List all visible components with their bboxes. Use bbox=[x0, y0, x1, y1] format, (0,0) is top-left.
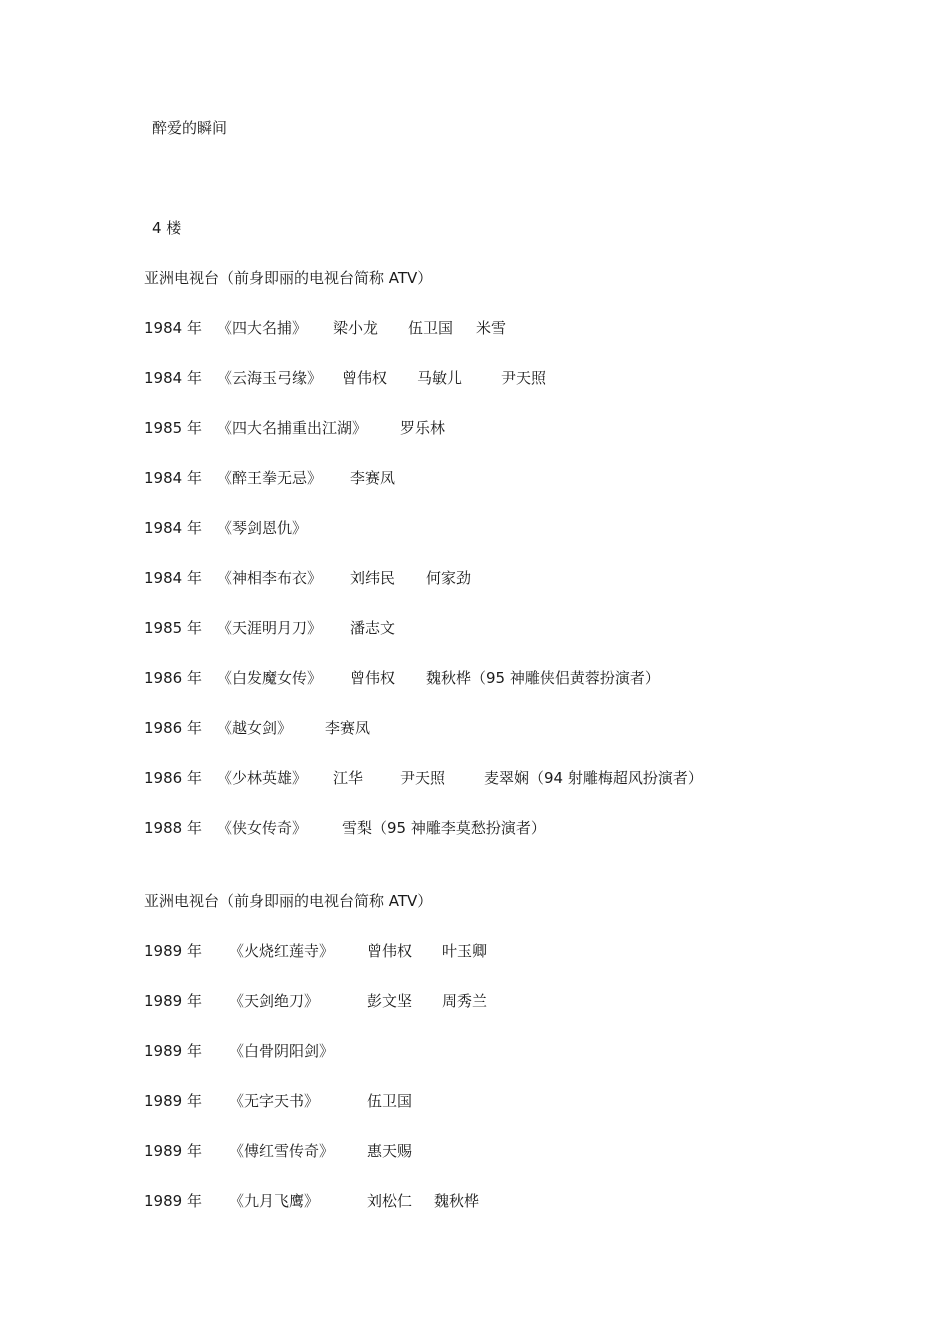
year: 1986 年 bbox=[144, 769, 202, 787]
year: 1986 年 bbox=[144, 719, 202, 737]
cast-member: 何家劲 bbox=[426, 569, 472, 587]
list-item bbox=[144, 718, 844, 738]
year: 1989 年 bbox=[144, 1142, 202, 1160]
cast-member: 彭文坚 bbox=[367, 992, 413, 1010]
year: 1984 年 bbox=[144, 469, 202, 487]
drama-title: 《九月飞鹰》 bbox=[229, 1192, 320, 1210]
list-item bbox=[144, 618, 844, 638]
section-heading: 亚洲电视台（前身即丽的电视台简称 ATV） bbox=[144, 269, 433, 287]
cast-member: 尹天照 bbox=[501, 369, 547, 387]
year: 1989 年 bbox=[144, 1042, 202, 1060]
list-item bbox=[144, 668, 844, 688]
cast-member: 伍卫国 bbox=[408, 319, 454, 337]
cast-member: 麦翠娴（94 射雕梅超风扮演者） bbox=[484, 769, 703, 787]
cast-member: 魏秋桦（95 神雕侠侣黄蓉扮演者） bbox=[426, 669, 660, 687]
cast-member: 李赛凤 bbox=[325, 719, 371, 737]
drama-title: 《火烧红莲寺》 bbox=[229, 942, 335, 960]
list-item bbox=[144, 1041, 844, 1061]
drama-title: 《傅红雪传奇》 bbox=[229, 1142, 335, 1160]
list-item bbox=[144, 1191, 844, 1211]
cast-member: 罗乐林 bbox=[400, 419, 446, 437]
cast-member: 魏秋桦 bbox=[434, 1192, 480, 1210]
list-item bbox=[144, 1141, 844, 1161]
year: 1988 年 bbox=[144, 819, 202, 837]
list-item bbox=[144, 1091, 844, 1111]
author-name: 醉爱的瞬间 bbox=[152, 119, 228, 137]
cast-member: 李赛凤 bbox=[350, 469, 396, 487]
drama-title: 《琴剑恩仇》 bbox=[217, 519, 308, 537]
year: 1989 年 bbox=[144, 942, 202, 960]
drama-title: 《越女剑》 bbox=[217, 719, 293, 737]
drama-title: 《天剑绝刀》 bbox=[229, 992, 320, 1010]
cast-member: 刘松仁 bbox=[367, 1192, 413, 1210]
list-item bbox=[144, 468, 844, 488]
list-item bbox=[144, 818, 844, 838]
drama-title: 《云海玉弓缘》 bbox=[217, 369, 323, 387]
floor-label: 4 楼 bbox=[152, 219, 182, 237]
drama-title: 《神相李布衣》 bbox=[217, 569, 323, 587]
drama-title: 《无字天书》 bbox=[229, 1092, 320, 1110]
year: 1984 年 bbox=[144, 319, 202, 337]
cast-member: 雪梨（95 神雕李莫愁扮演者） bbox=[342, 819, 546, 837]
section-heading: 亚洲电视台（前身即丽的电视台简称 ATV） bbox=[144, 892, 433, 910]
cast-member: 潘志文 bbox=[350, 619, 396, 637]
list-item bbox=[144, 518, 844, 538]
cast-member: 江华 bbox=[333, 769, 364, 787]
cast-member: 刘纬民 bbox=[350, 569, 396, 587]
drama-title: 《醉王拳无忌》 bbox=[217, 469, 323, 487]
year: 1989 年 bbox=[144, 992, 202, 1010]
drama-title: 《少林英雄》 bbox=[217, 769, 308, 787]
cast-member: 马敏儿 bbox=[417, 369, 463, 387]
cast-member: 曾伟权 bbox=[367, 942, 413, 960]
cast-member: 米雪 bbox=[476, 319, 507, 337]
year: 1989 年 bbox=[144, 1192, 202, 1210]
list-item bbox=[144, 418, 844, 438]
drama-title: 《四大名捕》 bbox=[217, 319, 308, 337]
cast-member: 周秀兰 bbox=[442, 992, 488, 1010]
year: 1989 年 bbox=[144, 1092, 202, 1110]
cast-member: 梁小龙 bbox=[333, 319, 379, 337]
drama-title: 《侠女传奇》 bbox=[217, 819, 308, 837]
list-item bbox=[144, 368, 844, 388]
drama-title: 《白发魔女传》 bbox=[217, 669, 323, 687]
cast-member: 尹天照 bbox=[400, 769, 446, 787]
year: 1984 年 bbox=[144, 569, 202, 587]
drama-title: 《四大名捕重出江湖》 bbox=[217, 419, 368, 437]
year: 1985 年 bbox=[144, 619, 202, 637]
drama-title: 《天涯明月刀》 bbox=[217, 619, 323, 637]
cast-member: 叶玉卿 bbox=[442, 942, 488, 960]
list-item bbox=[144, 941, 844, 961]
drama-title: 《白骨阴阳剑》 bbox=[229, 1042, 335, 1060]
year: 1986 年 bbox=[144, 669, 202, 687]
list-item bbox=[144, 568, 844, 588]
list-item bbox=[144, 768, 844, 788]
cast-member: 惠天赐 bbox=[367, 1142, 413, 1160]
cast-member: 伍卫国 bbox=[367, 1092, 413, 1110]
year: 1984 年 bbox=[144, 519, 202, 537]
year: 1985 年 bbox=[144, 419, 202, 437]
cast-member: 曾伟权 bbox=[342, 369, 388, 387]
list-item bbox=[144, 318, 844, 338]
year: 1984 年 bbox=[144, 369, 202, 387]
cast-member: 曾伟权 bbox=[350, 669, 396, 687]
list-item bbox=[144, 991, 844, 1011]
